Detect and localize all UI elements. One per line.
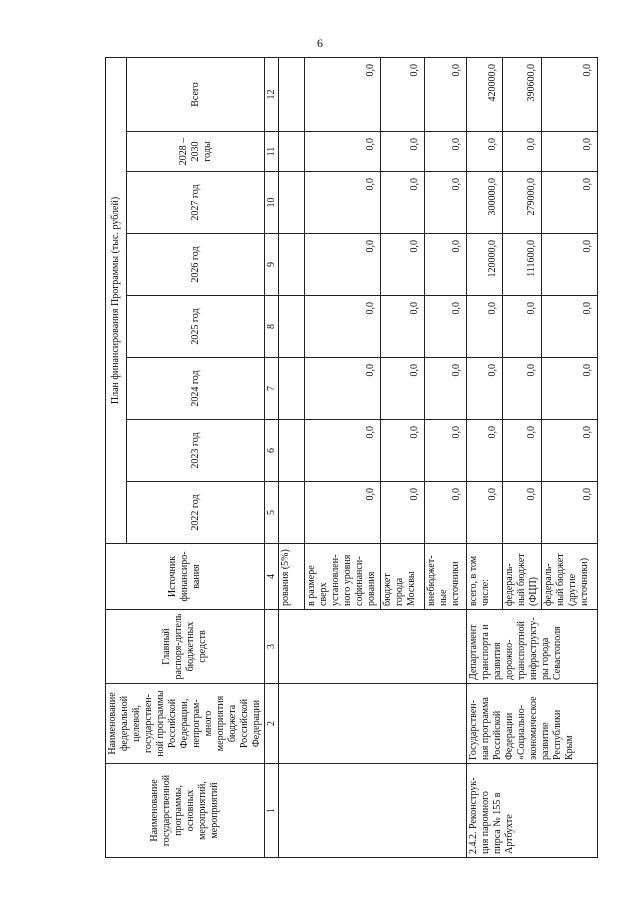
- index-cell: 7: [265, 358, 279, 420]
- value-cell: 0,0: [502, 482, 541, 544]
- value-cell: [279, 172, 305, 234]
- value-cell: 0,0: [424, 132, 466, 172]
- index-cell: 2: [265, 684, 279, 764]
- value-cell: 111600,0: [502, 234, 541, 296]
- value-cell: [279, 132, 305, 172]
- value-cell: 0,0: [541, 420, 597, 482]
- value-cell: 0,0: [424, 57, 466, 131]
- value-cell: 0,0: [541, 482, 597, 544]
- source-cell: всего, в том числе:: [466, 544, 502, 610]
- value-cell: 420000,0: [466, 57, 502, 131]
- value-cell: 0,0: [502, 420, 541, 482]
- value-cell: [279, 57, 305, 131]
- value-cell: 0,0: [380, 172, 424, 234]
- value-cell: 0,0: [502, 358, 541, 420]
- value-cell: 0,0: [305, 234, 380, 296]
- value-cell: 0,0: [541, 132, 597, 172]
- value-cell: 0,0: [380, 358, 424, 420]
- value-cell: 279000,0: [502, 172, 541, 234]
- index-cell: 12: [265, 57, 279, 131]
- value-cell: 0,0: [424, 358, 466, 420]
- value-cell: 0,0: [502, 132, 541, 172]
- index-cell: 5: [265, 482, 279, 544]
- header-year-2027: 2027 год: [126, 172, 265, 234]
- source-cell: бюджет города Москвы: [380, 544, 424, 610]
- index-cell: 4: [265, 544, 279, 610]
- value-cell: 0,0: [424, 234, 466, 296]
- value-cell: 0,0: [541, 57, 597, 131]
- value-cell: 390600,0: [502, 57, 541, 131]
- value-cell: 0,0: [466, 358, 502, 420]
- value-cell: 0,0: [305, 296, 380, 358]
- value-cell: 0,0: [502, 296, 541, 358]
- value-cell: 0,0: [305, 420, 380, 482]
- value-cell: 0,0: [380, 234, 424, 296]
- value-cell: 0,0: [424, 482, 466, 544]
- group1-name-cell: [279, 764, 466, 858]
- value-cell: 0,0: [424, 296, 466, 358]
- header-col1: Наименование государственной программы, основных мероприятий, мероприятий: [106, 764, 265, 858]
- value-cell: 0,0: [380, 420, 424, 482]
- financing-plan-table: [105, 57, 598, 858]
- value-cell: 120000,0: [466, 234, 502, 296]
- value-cell: 300000,0: [466, 172, 502, 234]
- value-cell: 0,0: [305, 172, 380, 234]
- index-cell: 9: [265, 234, 279, 296]
- value-cell: [279, 296, 305, 358]
- header-col2: Наименование федеральной целевой, государствен-ной программы Российской Федерации, непрограм-много мероприятия бюджета Российской Федерации: [106, 684, 265, 764]
- value-cell: [279, 420, 305, 482]
- value-cell: [279, 358, 305, 420]
- index-cell: 3: [265, 610, 279, 684]
- group2-manager: Департамент транспорта и развития дорожно-транспортной инфраструкту-ры города Севастополя: [466, 610, 597, 684]
- header-year-2025: 2025 год: [126, 296, 265, 358]
- index-cell: 8: [265, 296, 279, 358]
- value-cell: 0,0: [305, 132, 380, 172]
- value-cell: 0,0: [305, 358, 380, 420]
- header-year-2022: 2022 год: [126, 482, 265, 544]
- source-cell: в размере сверх установлен-ного уровня софинанси-рования: [305, 544, 380, 610]
- source-cell: федераль-ный бюджет (ФЦП): [502, 544, 541, 610]
- header-col4: Источник финансиро-вания: [106, 544, 265, 610]
- header-year-2024: 2024 год: [126, 358, 265, 420]
- value-cell: 0,0: [380, 296, 424, 358]
- value-cell: 0,0: [466, 296, 502, 358]
- header-col3: Главный распоря-дитель бюджетных средств: [106, 610, 265, 684]
- group2-program: Государствен-ная программа Российской Федерации «Социально-экономическое развитие Республики Крым: [466, 684, 597, 764]
- header-year-2023: 2023 год: [126, 420, 265, 482]
- source-cell: внебюджет-ные источники: [424, 544, 466, 610]
- header-year-2028-2030: 2028 – 2030 годы: [126, 132, 265, 172]
- index-cell: 6: [265, 420, 279, 482]
- index-cell: 10: [265, 172, 279, 234]
- page-number: 6: [317, 36, 323, 50]
- value-cell: 0,0: [305, 57, 380, 131]
- header-plan: План финансирования Программы (тыс. рублей): [106, 57, 127, 543]
- value-cell: 0,0: [466, 420, 502, 482]
- value-cell: [279, 482, 305, 544]
- value-cell: 0,0: [380, 57, 424, 131]
- value-cell: [279, 234, 305, 296]
- source-cell: федераль-ный бюджет (другие источники): [541, 544, 597, 610]
- value-cell: 0,0: [466, 132, 502, 172]
- index-cell: 1: [265, 764, 279, 858]
- value-cell: 0,0: [380, 132, 424, 172]
- value-cell: 0,0: [305, 482, 380, 544]
- value-cell: 0,0: [541, 358, 597, 420]
- value-cell: 0,0: [424, 172, 466, 234]
- group2-name: 2.4.2. Реконструк-ция паромного пирса № 155 в Артбухте: [466, 764, 597, 858]
- value-cell: 0,0: [541, 234, 597, 296]
- group1-manager-cell: [279, 610, 466, 684]
- value-cell: 0,0: [380, 482, 424, 544]
- value-cell: 0,0: [424, 420, 466, 482]
- header-year-2026: 2026 год: [126, 234, 265, 296]
- value-cell: 0,0: [541, 296, 597, 358]
- rotated-table-container: [105, 58, 598, 858]
- group1-program-cell: [279, 684, 466, 764]
- index-cell: 11: [265, 132, 279, 172]
- value-cell: 0,0: [541, 172, 597, 234]
- continuation-source: рования (5%): [279, 544, 305, 610]
- value-cell: 0,0: [466, 482, 502, 544]
- header-total: Всего: [126, 57, 265, 131]
